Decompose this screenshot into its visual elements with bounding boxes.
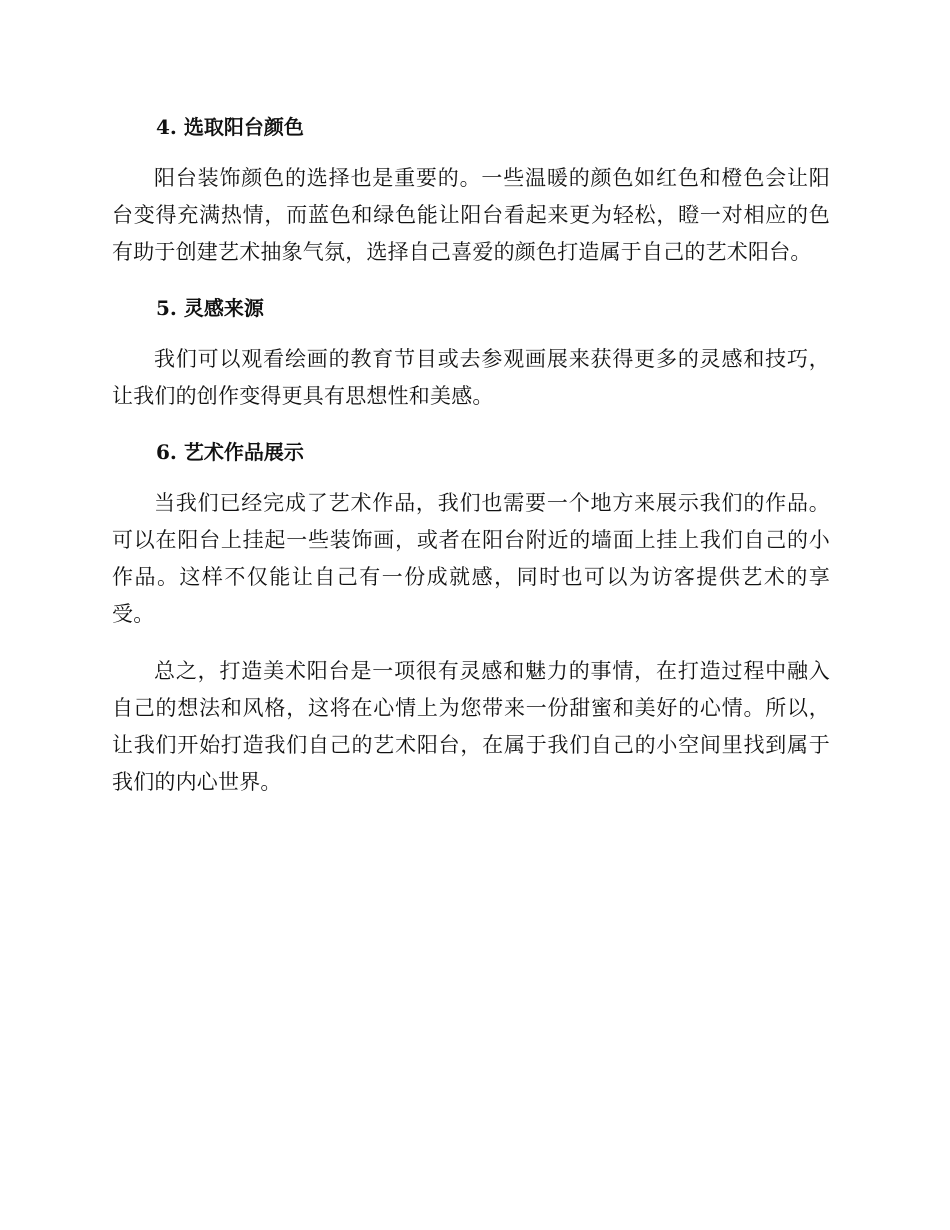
conclusion-paragraph: 总之，打造美术阳台是一项很有灵感和魅力的事情，在打造过程中融入自己的想法和风格，这将在心情上为您带来一份甜蜜和美好的心情。所以，让我们开始打造我们自己的艺术阳台，在属于我们自己的小空间里找到属于我们的内心世界。 xyxy=(112,659,830,794)
section-paragraph-inspiration: 我们可以观看绘画的教育节目或去参观画展来获得更多的灵感和技巧，让我们的创作变得更具有思想性和美感。 xyxy=(112,347,830,408)
section-paragraph-display: 当我们已经完成了艺术作品，我们也需要一个地方来展示我们的作品。可以在阳台上挂起一些装饰画，或者在阳台附近的墙面上挂上我们自己的小作品。这样不仅能让自己有一份成就感，同时也可以为访客提供艺术的享受。 xyxy=(112,491,830,626)
section-heading-color: 4. 选取阳台颜色 xyxy=(156,115,304,139)
section-paragraph-color: 阳台装饰颜色的选择也是重要的。一些温暖的颜色如红色和橙色会让阳台变得充满热情，而蓝色和绿色能让阳台看起来更为轻松，瞪一对相应的色有助于创建艺术抽象气氛，选择自己喜爱的颜色打造属于自己的艺术阳台。 xyxy=(112,166,830,264)
section-heading-display: 6. 艺术作品展示 xyxy=(156,440,304,464)
section-heading-inspiration: 5. 灵感来源 xyxy=(156,296,264,320)
